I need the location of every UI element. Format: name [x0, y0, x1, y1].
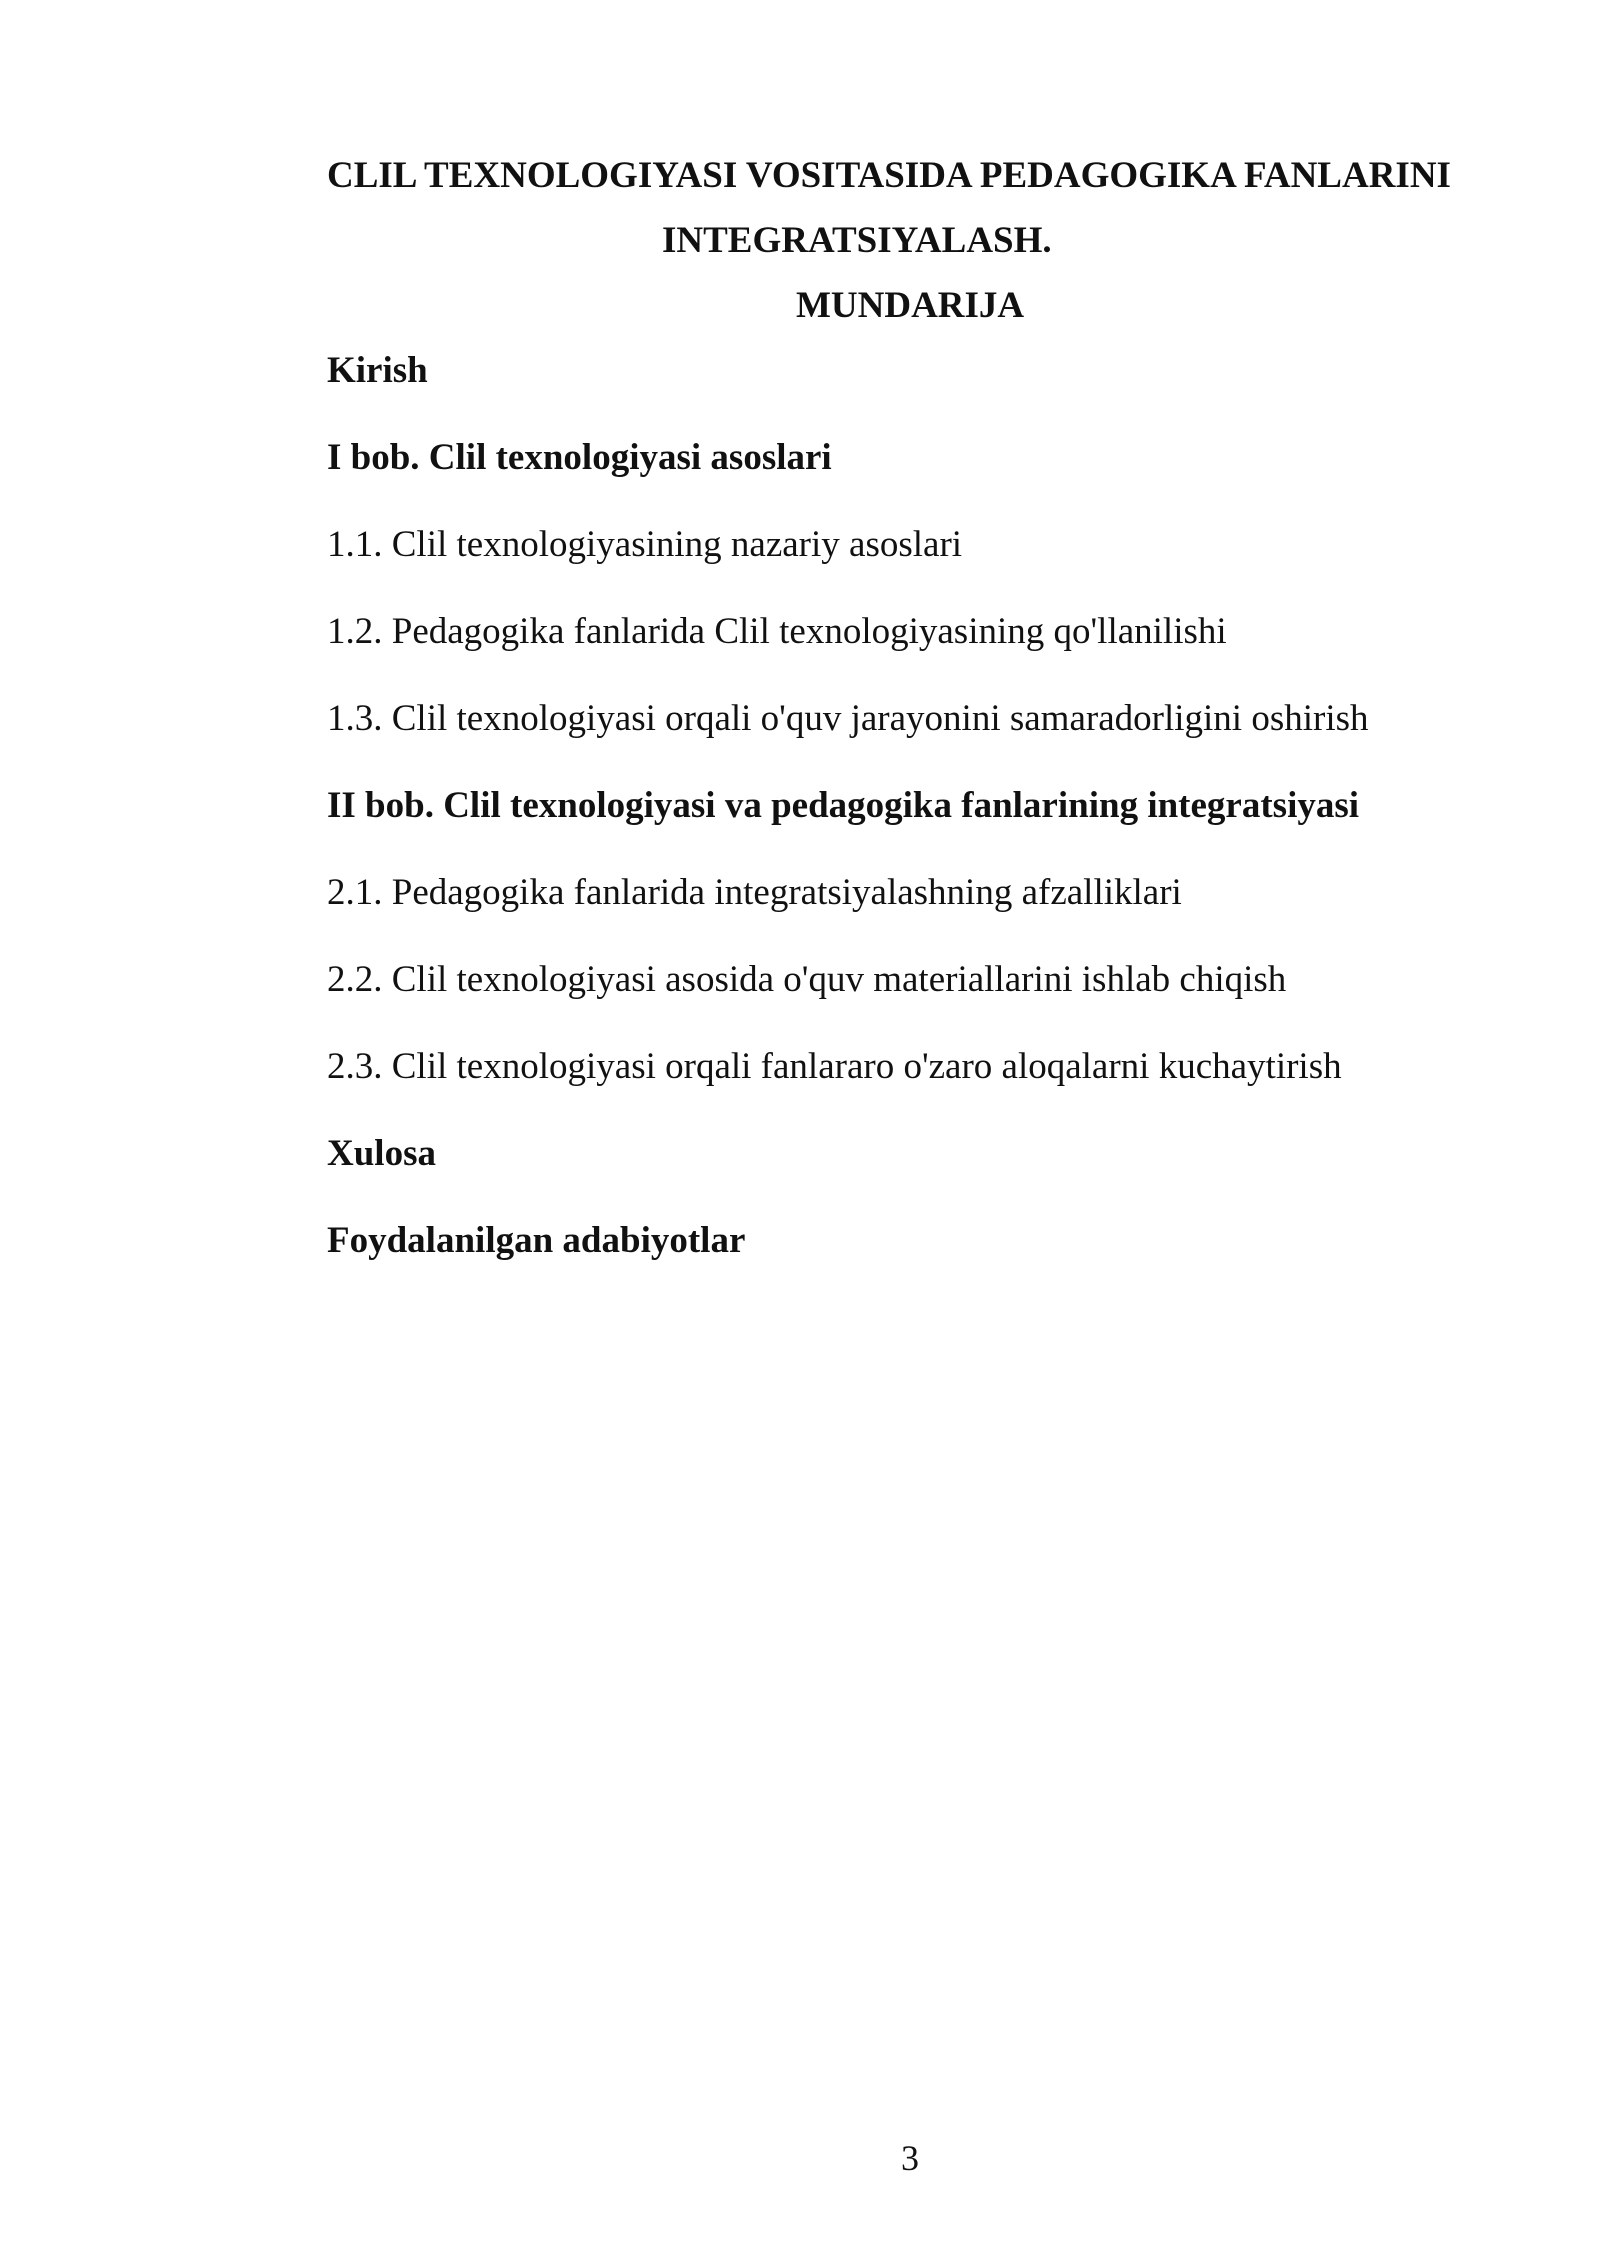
toc-entry-section-1-2: 1.2. Pedagogika fanlarida Clil texnologiyasining qo'llanilishi: [327, 611, 1227, 652]
document-title-line-2: INTEGRATSIYALASH.: [662, 220, 1052, 261]
toc-entry-chapter-2: II bob. Clil texnologiyasi va pedagogika fanlarining integratsiyasi: [327, 785, 1360, 826]
toc-entry-section-2-3: 2.3. Clil texnologiyasi orqali fanlararo o'zaro aloqalarni kuchaytirish: [327, 1046, 1342, 1087]
toc-entry-references: Foydalanilgan adabiyotlar: [327, 1220, 746, 1261]
toc-entry-section-1-1: 1.1. Clil texnologiyasining nazariy asoslari: [327, 524, 963, 565]
toc-entry-section-2-1: 2.1. Pedagogika fanlarida integratsiyalashning afzalliklari: [327, 872, 1182, 913]
contents-heading: MUNDARIJA: [796, 285, 1025, 326]
document-title-line-1: CLIL TEXNOLOGIYASI VOSITASIDA PEDAGOGIKA FANLARINI: [327, 155, 1451, 196]
page-number: 3: [901, 2138, 919, 2178]
toc-entry-chapter-1: I bob. Clil texnologiyasi asoslari: [327, 437, 832, 478]
toc-entry-conclusion: Xulosa: [327, 1133, 436, 1174]
toc-entry-introduction: Kirish: [327, 350, 428, 391]
toc-entry-section-2-2: 2.2. Clil texnologiyasi asosida o'quv materiallarini ishlab chiqish: [327, 959, 1287, 1000]
toc-entry-section-1-3: 1.3. Clil texnologiyasi orqali o'quv jarayonini samaradorligini oshirish: [327, 698, 1369, 739]
